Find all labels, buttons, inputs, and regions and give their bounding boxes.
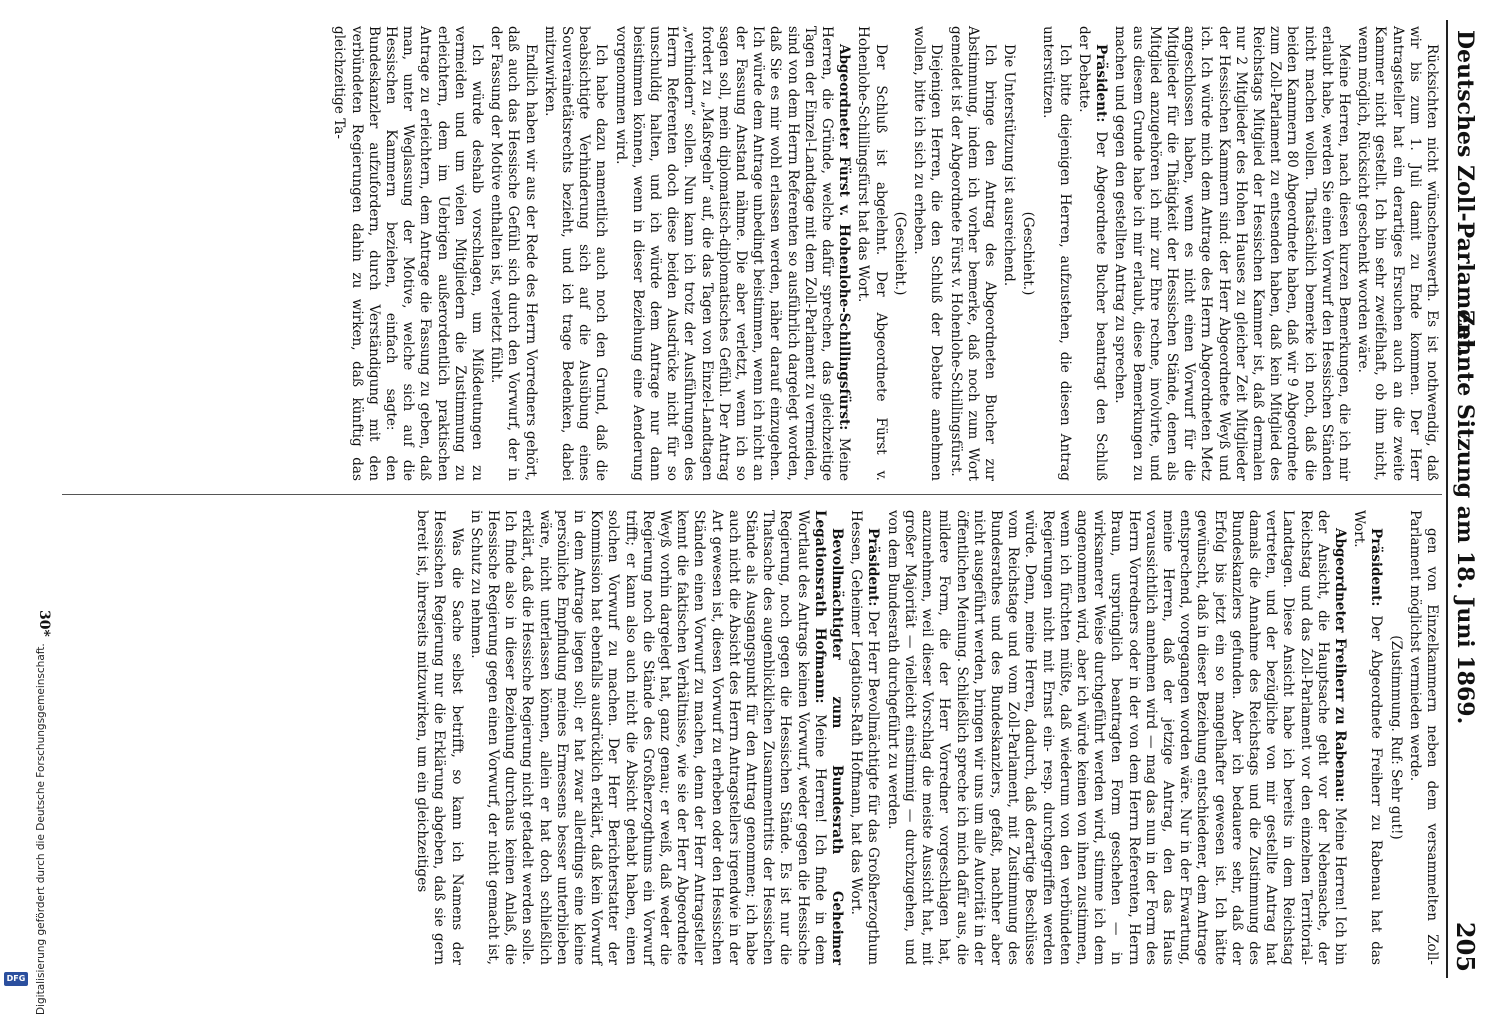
left-column bbox=[328, 26, 1440, 481]
paragraph: Bevollmächtigter zum Bundesrath Geheimer Legationsrath Hofmann: Meine Herren! Ich finde in dem Wortlaut des Antrags keinen Vorwurf, weder gegen die Hessische Regierung, noch gegen die Hessischen Stände. Es ist nur die Thatsache des augenblicklichen Zusammentritts der Hessischen Stände als Ausgangspunkt für den Antrag genommen; ich habe auch nicht die Absicht des Herrn Antragstellers irgendwie in der Art gewesen ist, diesen Vorwurf zu erheben oder den Hessischen Ständen einen Vorwurf zu machen, denn der Herr Antragsteller kennt die faktischen Verhältnisse, wie sie der Herr Abgeordnete Weyß vorhin dargelegt hat, ganz genau; er weiß, daß weder die Regierung noch die Stände des Großherzogthums ein Vorwurf trifft; er kann also auch nicht die Absicht gehabt haben, einen solchen Vorwurf zu machen. Der Herr Berichterstatter der Kommission hat ebenfalls ausdrücklich erklärt, daß kein Vorwurf in dem Antrage liegen soll; er hat zwar allerdings eine kleine persönliche Empfindung meines Ermessens besser unterblieben wäre, nicht unterlassen können, allein er hat doch schließlich erklärt, daß die Hessische Regierung nicht getadelt werden solle. Ich finde also in dieser Beziehung durchaus keinen Anlaß, die Hessische Regierung gegen einen Vorwurf, der nicht gemacht ist, in Schutz zu nehmen. bbox=[467, 510, 846, 965]
paragraph: gen von Einzelkammern neben dem versammelten Zoll-Parlament möglichst vermieden werde. bbox=[1406, 510, 1440, 965]
digitization-note: Digitalisierung gefördert durch die Deutsche Forschungsgemeinschaft. bbox=[35, 643, 47, 1015]
paragraph: Endlich haben wir aus der Rede des Herrn Vorredners gehört, daß auch das Hessische Gefühl sich durch den Vorwurf, der in der Fassung der Motive enthalten ist, verletzt fühlt. bbox=[488, 26, 539, 481]
right-column bbox=[411, 510, 1440, 965]
speaker-name: Abgeordneter Freiherr zu Rabenau: bbox=[1331, 528, 1348, 803]
signature-mark: 30* bbox=[36, 610, 52, 637]
paragraph: Präsident: Der Herr Bevollmächtigte für das Großherzogthum Hessen, Geheimer Legations-Rath Hofmann, hat das Wort. bbox=[848, 510, 882, 965]
page-header bbox=[1446, 20, 1482, 978]
paragraph: Ich bringe den Antrag des Abgeordneten Bucher zur Abstimmung, indem ich vorher bemerke, daß noch zum Wort gemeldet ist der Abgeordnete Fürst v. Hohenlohe-Schillingsfürst. bbox=[947, 26, 998, 481]
paragraph: Ich bitte diejenigen Herren, aufzustehen, die diesen Antrag unterstützen. bbox=[1039, 26, 1073, 481]
paragraph: Diejenigen Herren, die den Schluß der Debatte annehmen wollen, bitte ich sich zu erheben. bbox=[911, 26, 945, 481]
paragraph: Abgeordneter Fürst v. Hohenlohe-Schillingsfürst: Meine Herren, die Gründe, welche dafür sprechen, das gleichzeitige Tagen der Einzel-Landtage mit dem Zoll-Parlament zu vermeiden, sind von dem Herrn Referenten so ausführlich dargelegt worden, daß Sie es mir wohl erlassen werden, näher darauf einzugehen. Ich würde dem Antrage unbedingt beistimmen, wenn ich nicht an der Fassung Anstand nähme. Die aber verletzt, wenn ich so sagen soll, mein diplomatisch-diplomatisches Gefühl. Der Antrag fordert zu „Maßregeln“ auf, die das Tagen von Einzel-Landtagen „verhindern“ sollen. Nun kann ich trotz der Ausführungen des Herrn Referenten doch diese beiden Ausdrücke nicht für so unschuldig halten, und ich würde dem Antrage nur dann beistimmen können, wenn in dieser Beziehung eine Aenderung vorgenommen wird. bbox=[612, 26, 853, 481]
speaker-name: Abgeordneter Fürst v. Hohenlohe-Schillingsfürst: bbox=[836, 44, 853, 431]
paragraph: Präsident: Der Abgeordnete Freiherr zu Rabenau hat das Wort. bbox=[1351, 510, 1385, 965]
paragraph: Ich habe dazu namentlich auch noch den Grund, daß die beabsichtigte Verhinderung sich auf die Ausübung eines Souverainetätsrechts bezieht, und ich trage Bedenken, dabei mitzuwirken. bbox=[541, 26, 610, 481]
header-session: Zehnte Sitzung am 18. Juni 1869. bbox=[1452, 310, 1478, 725]
speaker-name: Präsident: bbox=[865, 528, 882, 607]
paragraph: Ich würde deshalb vorschlagen, um Mißdeutungen zu vermeiden und um vielen Mitgliedern die Zustimmung zu erleichtern, dem im Uebrigen außerordentlich praktischen Antrage zu erleichtern, dem Antrage die Fassung zu geben, daß man, unter Weglassung der Motive, welche sich auf die Hessischen Kammern beziehen, einfach sagte: den Bundeskanzler aufzufordern, durch Verständigung mit den verbündeten Regierungen dahin zu wirken, daß künftig das gleichzeitige Ta- bbox=[331, 26, 486, 481]
paragraph: Was die Sache selbst betrifft, so kann ich Namens der Hessischen Regierung nur die Erklärung abgeben, daß sie gern bereit ist, ihrerseits mitzuwirken, um ein gleichzeitiges bbox=[414, 510, 465, 965]
paragraph: Präsident: Der Abgeordnete Bucher beantragt den Schluß der Debatte. bbox=[1075, 26, 1110, 481]
paragraph: (Geschieht.) bbox=[1020, 211, 1037, 296]
paragraph: Meine Herren, nach diesen kurzen Bemerkungen, die ich mir erlaubt habe, werden Sie einen Vorwurf den Hessischen Ständen nicht machen wollen. Thatsächlich bemerke ich noch, daß die beiden Kammern 80 Abgeordnete haben, daß wir 9 Abgeordnete zum Zoll-Parlament zu entsenden haben, daß kein Mitglied des Reichstags Mitglied der Hessischen Kammer ist, daß dermalen nur 2 Mitglieder des Hohen Hauses zu gleicher Zeit Mitglieder der Hessischen Kammern sind: der Herr Abgeordnete Weyß und ich. Ich würde mich dem Antrage des Herrn Abgeordneten Metz angeschlossen haben, wenn es nicht einen Vorwurf für die Mitglieder für die Thätigkeit der Hessischen Stände, denen als Mitglied anzugehören ich mir zur Ehre rechne, involvirte, und aus diesem Grunde habe ich mir erlaubt, diese Bemerkungen zu machen und gegen den gestellten Antrag zu sprechen. bbox=[1112, 26, 1352, 481]
paragraph: Die Unterstützung ist ausreichend. bbox=[1001, 44, 1018, 287]
paragraph: (Zustimmung. Ruf: Sehr gut!) bbox=[1387, 635, 1404, 840]
speaker-name: Präsident: bbox=[1368, 528, 1385, 607]
speaker-name: Präsident: bbox=[1093, 44, 1110, 123]
column-divider bbox=[62, 494, 1442, 495]
paragraph: Der Schluß ist abgelehnt. Der Abgeordnete Fürst v. Hohenlohe-Schillingsfürst hat das Wort. bbox=[855, 26, 889, 481]
page-number: 205 bbox=[1451, 921, 1480, 972]
header-title: Deutsches Zoll-Parlament. bbox=[1452, 30, 1478, 358]
paragraph: Rücksichten nicht wünschenswerth. Es ist nothwendig, daß wir bis zum 1. Juli damit zu Ende kommen. Der Herr Antragsteller hat ein derartiges Ersuchen auch an die zweite Kammer nicht gestellt. Ich bin sehr zweifelhaft, ob ihm nicht, wenn möglich, Rücksicht geschenkt worden wäre. bbox=[1355, 26, 1440, 481]
paragraph: (Geschieht.) bbox=[891, 211, 908, 296]
paragraph: Abgeordneter Freiherr zu Rabenau: Meine Herren! Ich bin der Ansicht, die Hauptsache geht vor der Nebensache, der Reichstag und das Zoll-Parlament vor den einzelnen Territorial-Landtagen. Diese Ansicht habe ich bereits in dem Reichstag vertreten, und der bezügliche von mir gestellte Antrag hat damals die Annahme des Reichstags und die Zustimmung des Bundeskanzlers gefunden. Aber ich bedauere sehr, daß der Erfolg bis jetzt ein so mangelhafter gewesen ist. Ich hätte gewünscht, daß in dieser Beziehung entschiedener, dem Antrage entsprechend, vorgegangen worden wäre. Nur in der Erwartung, meine Herren, daß der jetzige Antrag, den das Haus voraussichtlich annehmen wird — mag das nun in der Form des Herrn Vorredners oder in der von dem Herrn Referenten, Herrn Braun, ursprünglich beantragten Form geschehen — in wirksamerer Weise durchgeführt werden wird, stimme ich dem angenommen wird, aber ich würde keinen von ihnen zustimmen, wenn ich fürchten müßte, daß wiederum von den verbündeten Regierungen nicht mit Ernst ein- resp. durchgegriffen werden würde. Denn, meine Herren, dadurch, daß derartige Beschlüsse vom Reichstage und vom Zoll-Parlament, mit Zustimmung des Bundesrathes und des Bundeskanzlers, gefaßt, nachher aber nicht ausgeführt werden, bringen wir uns um alle Autorität in der öffentlichen Meinung. Schließlich spreche ich mich dafür aus, die mildere Form, die der Herr Vorredner vorgeschlagen hat, anzunehmen, weil dieser Vorschlag die meiste Aussicht hat, mit großer Majorität — vielleicht einstimmig — durchzugehen, und von dem Bundesrath durchgeführt zu werden. bbox=[884, 510, 1348, 965]
speaker-name: Bevollmächtigter zum Bundesrath Geheimer Legationsrath Hofmann: bbox=[811, 510, 846, 965]
dfg-logo: DFG bbox=[4, 972, 28, 986]
